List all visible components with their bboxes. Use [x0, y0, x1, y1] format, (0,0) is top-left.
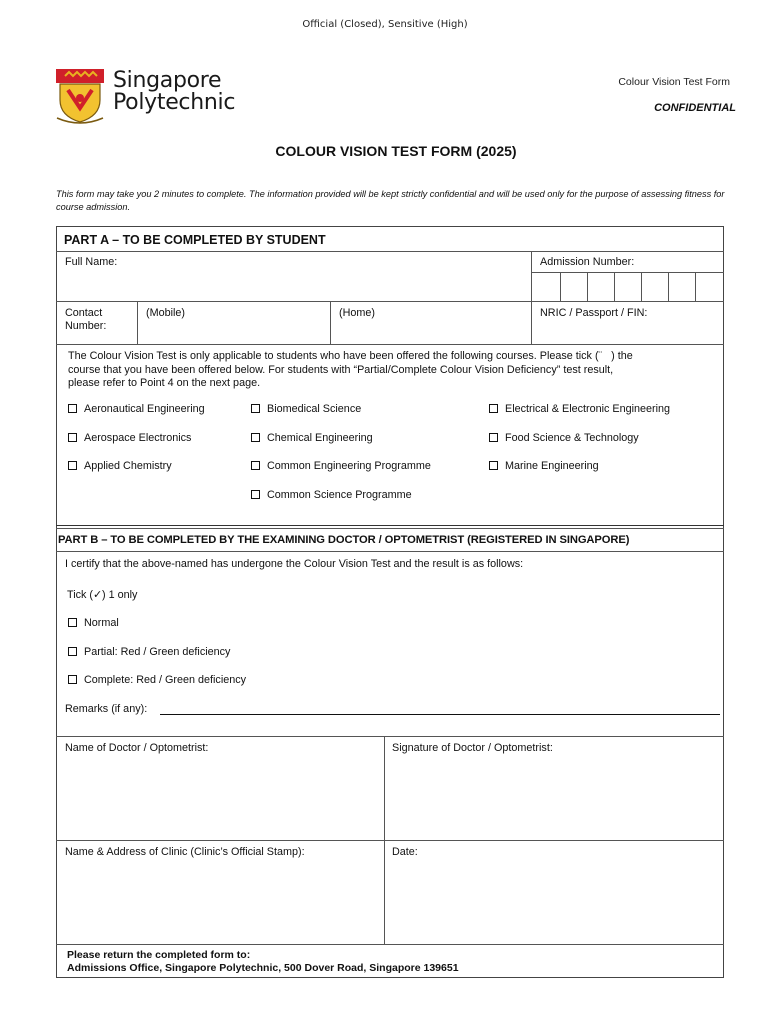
checkbox[interactable]: [251, 490, 260, 499]
classification-label: Official (Closed), Sensitive (High): [302, 19, 468, 30]
divider: [56, 736, 724, 737]
course-option[interactable]: [489, 432, 639, 444]
course-option[interactable]: [251, 489, 412, 501]
digit-divider: [641, 272, 642, 302]
course-option[interactable]: [251, 432, 373, 444]
digit-divider: [668, 272, 669, 302]
doctor-name-label: Name of Doctor / Optometrist:: [65, 742, 209, 754]
instructions-line2: course that you have been offered below. For students with “Partial/Complete Colour Vision Deficiency” test result,: [68, 363, 614, 376]
contact-number-label: [65, 307, 106, 333]
divider: [56, 528, 724, 529]
doctor-signature-label: Signature of Doctor / Optometrist:: [392, 742, 553, 754]
singapore-polytechnic-crest-icon: [55, 68, 105, 131]
course-option[interactable]: [68, 432, 191, 444]
result-label: Normal: [84, 617, 119, 629]
checkbox[interactable]: [68, 404, 77, 413]
home-label: (Home): [339, 307, 375, 319]
digit-divider: [587, 272, 588, 302]
course-label: Food Science & Technology: [505, 432, 639, 444]
home-field[interactable]: [331, 302, 531, 343]
admission-number-label: Admission Number:: [540, 256, 635, 268]
instructions-line3: please refer to Point 4 on the next page.: [68, 377, 261, 389]
nric-field[interactable]: [532, 320, 723, 343]
full-name-field[interactable]: [57, 252, 531, 300]
course-option[interactable]: [251, 460, 431, 472]
digit-divider: [614, 272, 615, 302]
result-option-partial[interactable]: [68, 646, 230, 658]
confidential-label: CONFIDENTIAL: [654, 102, 736, 114]
footer-line1: Please return the completed form to:: [67, 949, 251, 961]
divider: [56, 525, 724, 526]
checkbox[interactable]: [251, 461, 260, 470]
nric-label: NRIC / Passport / FIN:: [540, 307, 648, 319]
mobile-field[interactable]: [138, 302, 330, 343]
course-label: Chemical Engineering: [267, 432, 373, 444]
footer-line2: Admissions Office, Singapore Polytechnic, 500 Dover Road, Singapore 139651: [67, 962, 459, 974]
checkbox[interactable]: [68, 675, 77, 684]
course-option[interactable]: [68, 460, 172, 472]
course-label: Common Engineering Programme: [267, 460, 431, 472]
result-label: Complete: Red / Green deficiency: [84, 674, 247, 686]
divider: [56, 840, 724, 841]
return-instructions: [67, 949, 459, 975]
checkbox[interactable]: [489, 404, 498, 413]
course-option[interactable]: [251, 403, 361, 415]
part-b-header: PART B – TO BE COMPLETED BY THE EXAMINING DOCTOR / OPTOMETRIST (REGISTERED IN SINGAPORE): [58, 534, 630, 546]
course-label: Biomedical Science: [267, 403, 362, 415]
full-name-label: Full Name:: [65, 256, 118, 268]
result-option-normal[interactable]: [68, 617, 119, 629]
course-instructions: [68, 350, 718, 391]
remarks-label: Remarks (if any):: [65, 703, 148, 715]
date-field[interactable]: [385, 862, 723, 942]
course-option[interactable]: [489, 460, 599, 472]
course-option[interactable]: [489, 403, 670, 415]
course-label: Aeronautical Engineering: [84, 403, 205, 415]
checkbox[interactable]: [489, 433, 498, 442]
divider: [56, 344, 724, 345]
course-label: Electrical & Electronic Engineering: [505, 403, 671, 415]
tick-instruction: Tick (✓) 1 only: [67, 589, 138, 601]
doctor-signature-field[interactable]: [385, 758, 723, 838]
date-label: Date:: [392, 846, 418, 858]
logo-line1: Singapore: [113, 68, 222, 93]
part-a-header: PART A – TO BE COMPLETED BY STUDENT: [64, 233, 326, 247]
course-label: Marine Engineering: [505, 460, 599, 472]
contact-label-line2: Number:: [65, 320, 107, 332]
mobile-label: (Mobile): [146, 307, 185, 319]
checkbox[interactable]: [489, 461, 498, 470]
result-option-complete[interactable]: [68, 674, 246, 686]
contact-label-line1: Contact: [65, 307, 103, 319]
doctor-name-field[interactable]: [57, 758, 383, 838]
remarks-field[interactable]: [160, 714, 720, 715]
course-label: Applied Chemistry: [84, 460, 172, 472]
intro-text: This form may take you 2 minutes to complete. The information provided will be kept strictly confidential and will be used only for the purpose of assessing fitness for course admission.: [56, 189, 725, 212]
course-label: Aerospace Electronics: [84, 432, 192, 444]
page-title: COLOUR VISION TEST FORM (2025): [275, 143, 517, 159]
certify-text: I certify that the above-named has undergone the Colour Vision Test and the result is as follows:: [65, 558, 524, 570]
form-reference: Colour Vision Test Form: [618, 76, 730, 88]
divider: [56, 551, 724, 552]
checkbox[interactable]: [68, 461, 77, 470]
course-option[interactable]: [68, 403, 205, 415]
checkbox[interactable]: [68, 618, 77, 627]
clinic-field[interactable]: [57, 862, 383, 942]
digit-divider: [695, 272, 696, 302]
logo-line2: Polytechnic: [113, 90, 236, 115]
logo-wordmark: [113, 70, 235, 114]
checkbox[interactable]: [251, 404, 260, 413]
result-label: Partial: Red / Green deficiency: [84, 646, 231, 658]
digit-divider: [560, 272, 561, 302]
checkbox[interactable]: [251, 433, 260, 442]
checkbox[interactable]: [68, 433, 77, 442]
clinic-label: Name & Address of Clinic (Clinic’s Official Stamp):: [65, 846, 305, 858]
divider: [56, 944, 724, 945]
checkbox[interactable]: [68, 647, 77, 656]
course-label: Common Science Programme: [267, 489, 412, 501]
instructions-line1: The Colour Vision Test is only applicable to students who have been offered the following courses. Please tick (¨ ) the: [68, 350, 633, 362]
